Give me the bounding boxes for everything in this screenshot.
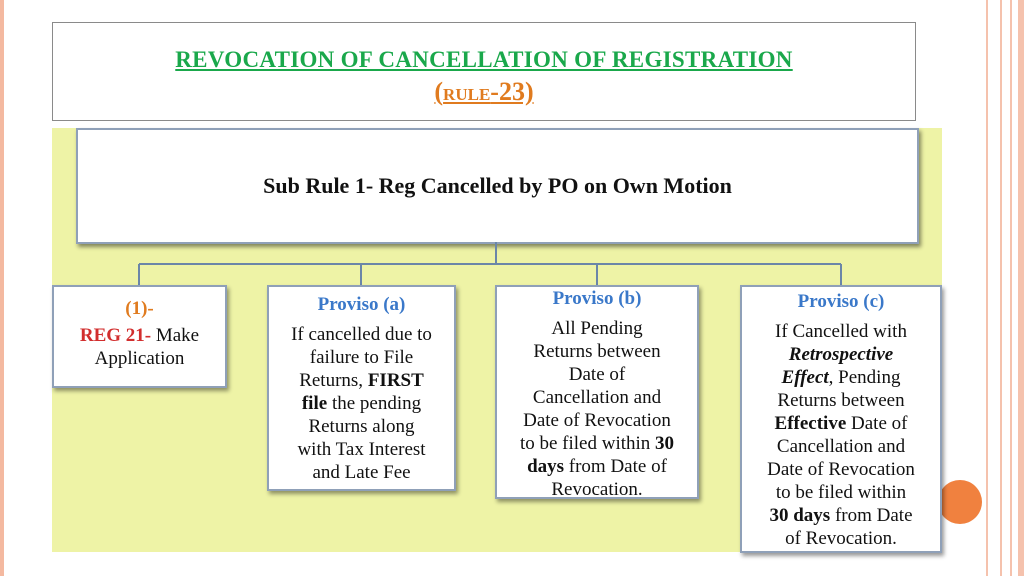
- node-proviso-b: Proviso (b) All Pending Returns between Date of Cancellation and Date of Revocation to be filed within 30 days from Date of Revocation.: [495, 285, 699, 499]
- node-reg21: (1)- REG 21- Make Application: [52, 285, 227, 388]
- root-node-label: Sub Rule 1- Reg Cancelled by PO on Own Motion: [263, 173, 732, 198]
- node-proviso-c: Proviso (c) If Cancelled with Retrospective Effect, Pending Returns between Effective Date of Cancellation and Date of Revocation to be filed within 30 days from Date of Revocation.: [740, 285, 942, 553]
- slide-title: REVOCATION OF CANCELLATION OF REGISTRATION: [175, 47, 793, 72]
- proviso-c-heading: Proviso (c): [797, 291, 885, 312]
- reg21-label: REG 21-: [79, 325, 152, 346]
- proviso-b-heading: Proviso (b): [552, 288, 642, 309]
- node-number: (1)-: [125, 298, 154, 319]
- slide-subtitle: (RULE-23): [434, 77, 534, 106]
- proviso-a-heading: Proviso (a): [317, 294, 406, 315]
- node-proviso-a: Proviso (a) If cancelled due to failure to File Returns, FIRST file the pending Returns along with Tax Interest and Late Fee: [267, 285, 456, 491]
